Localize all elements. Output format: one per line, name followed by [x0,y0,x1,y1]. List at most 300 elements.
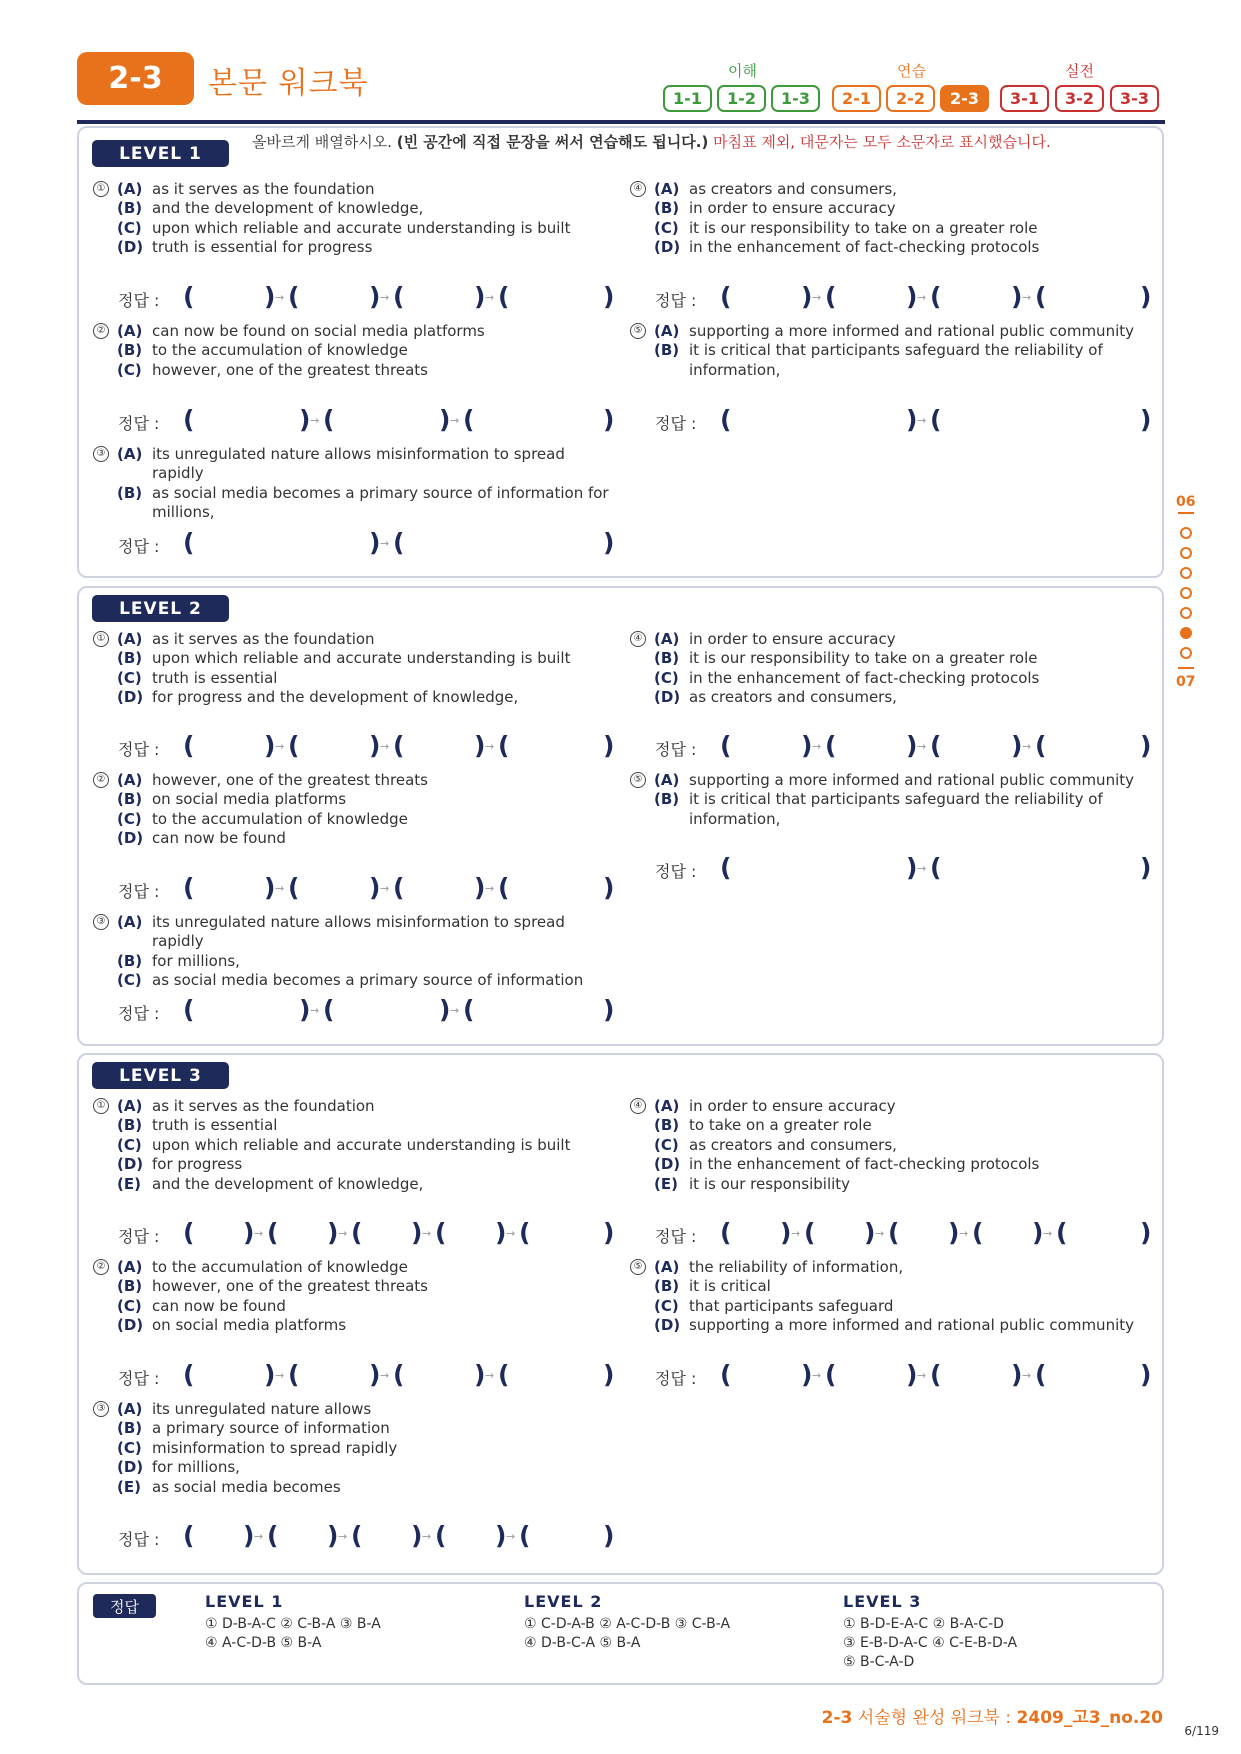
answer-blank-open[interactable]: ( [435,1521,447,1550]
choice-item: (A) the reliability of information, [654,1258,904,1276]
arrow-icon: → [485,1369,495,1382]
side-nav-dot[interactable] [1180,547,1192,559]
answer-blank-close[interactable]: ) [439,405,451,434]
answer-blank-close[interactable]: ) [603,1521,615,1550]
answer-blank-open[interactable]: ( [323,405,335,434]
arrow-icon: → [506,1530,516,1543]
answer-blank-close[interactable]: ) [1011,282,1023,311]
choice-item: (B) and the development of knowledge, [117,199,424,218]
answer-blank-close[interactable]: ) [495,1218,507,1247]
answer-blank-close[interactable]: ) [369,1360,381,1389]
answer-blank-open[interactable]: ( [393,873,405,902]
arrow-icon: → [422,1227,432,1240]
answer-label: 정답 : [655,414,697,433]
choice-item: (C) truth is essential [117,668,278,687]
chip-2-3-active[interactable]: 2-3 [940,85,989,112]
arrow-icon: → [380,1369,390,1382]
answer-blank-close[interactable]: ) [299,995,311,1024]
answer-blank-open[interactable]: ( [888,1218,900,1247]
answer-blank-close[interactable]: ) [603,405,615,434]
question [630,630,1155,708]
question [630,180,1155,258]
answer-blank-open[interactable]: ( [720,405,732,434]
answer-blank-close[interactable]: ) [906,853,918,882]
answer-row[interactable] [118,282,615,315]
choice-item: (A) can now be found on social media platforms [117,322,485,340]
answer-blank-open[interactable]: ( [351,1521,363,1550]
answer-blank-close[interactable]: ) [864,1218,876,1247]
page-number: 6/119 [1184,1724,1219,1738]
answer-blank-close[interactable]: ) [411,1218,423,1247]
answer-blank-open[interactable]: ( [183,731,195,760]
answer-row[interactable] [118,405,615,438]
answer-blank-close[interactable]: ) [948,1218,960,1247]
answer-blank-open[interactable]: ( [393,1360,405,1389]
arrow-icon: → [380,882,390,895]
answer-blank-close[interactable]: ) [474,731,486,760]
choice-item: (E) as social media becomes [117,1477,341,1496]
answer-blank-open[interactable]: ( [393,282,405,311]
answer-blank-open[interactable]: ( [930,853,942,882]
question [93,1097,613,1194]
answer-blank-close[interactable]: ) [906,405,918,434]
answer-blank-close[interactable]: ) [264,1360,276,1389]
answer-blank-open[interactable]: ( [804,1218,816,1247]
answer-label: 정답 : [655,862,697,881]
arrow-icon: → [1022,291,1032,304]
choice-item: (E) it is our responsibility [654,1174,851,1193]
choice-item: (D) as creators and consumers, [654,688,897,707]
choice-item: (B) it is critical that participants safeguard the reliability of information, [654,790,1103,828]
chip-1-1[interactable]: 1-1 [663,85,712,112]
answer-blank-close[interactable]: ) [299,405,311,434]
answer-blank-open[interactable]: ( [183,405,195,434]
side-nav-top-number: 06 [1176,494,1196,510]
answer-blank-close[interactable]: ) [1140,405,1152,434]
question-number: ④ [630,181,646,197]
answer-blank-open[interactable]: ( [183,282,195,311]
answer-blank-close[interactable]: ) [439,995,451,1024]
level-3-badge: LEVEL 3 [92,1062,229,1089]
answer-blank-open[interactable]: ( [1056,1218,1068,1247]
answer-key-title: LEVEL 3 [843,1592,922,1611]
answer-blank-close[interactable]: ) [603,1218,615,1247]
arrow-icon: → [380,537,390,550]
question-number: ② [93,323,109,339]
choice-item: (A) in order to ensure accuracy [654,630,896,648]
question-number: ③ [93,914,109,930]
choice-item: (A) its unregulated nature allows [117,1400,372,1418]
choice-item: (D) in the enhancement of fact-checking protocols [654,238,1040,257]
instruction-paren: (빈 공간에 직접 문장을 써서 연습해도 됩니다.) [396,133,709,151]
answer-label: 정답 : [118,1227,160,1246]
arrow-icon: → [485,291,495,304]
choice-item: (B) on social media platforms [117,790,347,809]
side-nav-line [1178,667,1194,669]
answer-blank-open[interactable]: ( [1035,282,1047,311]
choice-item: (C) that participants safeguard [654,1296,894,1315]
answer-blank-open[interactable]: ( [720,282,732,311]
arrow-icon: → [275,882,285,895]
choice-item: (C) it is our responsibility to take on a greater role [654,218,1038,237]
arrow-icon: → [1043,1227,1053,1240]
question-number: ⑤ [630,772,646,788]
arrow-icon: → [791,1227,801,1240]
choice-item: (B) a primary source of information [117,1419,390,1438]
answer-row[interactable] [655,282,1152,315]
chip-1-2[interactable]: 1-2 [717,85,766,112]
answer-blank-close[interactable]: ) [906,731,918,760]
answer-blank-close[interactable]: ) [243,1218,255,1247]
answer-row[interactable] [118,528,615,561]
answer-label: 정답 : [118,414,160,433]
answer-blank-close[interactable]: ) [1140,853,1152,882]
answer-blank-open[interactable]: ( [288,731,300,760]
answer-blank-open[interactable]: ( [498,731,510,760]
answer-blank-close[interactable]: ) [1011,1360,1023,1389]
choice-item: (C) upon which reliable and accurate understanding is built [117,1135,571,1154]
answer-row[interactable] [655,1360,1152,1393]
question-number: ③ [93,446,109,462]
choice-item: (A) however, one of the greatest threats [117,771,428,789]
side-nav-line [1178,512,1194,514]
chip-3-1[interactable]: 3-1 [1000,85,1049,112]
answer-label: 정답 : [655,1227,697,1246]
answer-label: 정답 : [655,740,697,759]
arrow-icon: → [275,740,285,753]
answer-key-line: ④ D-B-C-A ⑤ B-A [524,1635,641,1651]
answer-blank-open[interactable]: ( [463,405,475,434]
side-nav-dot-active[interactable] [1180,627,1192,639]
arrow-icon: → [275,1369,285,1382]
answer-blank-open[interactable]: ( [435,1218,447,1247]
answer-blank-open[interactable]: ( [323,995,335,1024]
answer-key-line: ⑤ B-C-A-D [843,1654,915,1670]
answer-blank-close[interactable]: ) [411,1521,423,1550]
side-nav-dot[interactable] [1180,527,1192,539]
question-number: ⑤ [630,323,646,339]
answer-row[interactable] [655,853,1152,886]
choice-item: (A) as it serves as the foundation [117,1097,375,1115]
question [93,1258,613,1336]
answer-blank-open[interactable]: ( [720,731,732,760]
choice-item: (D) truth is essential for progress [117,238,373,257]
choice-item: (E) and the development of knowledge, [117,1174,424,1193]
answer-blank-close[interactable]: ) [264,731,276,760]
choice-item: (B) to the accumulation of knowledge [117,341,408,360]
answer-blank-close[interactable]: ) [369,873,381,902]
arrow-icon: → [917,862,927,875]
choice-item: (D) for progress [117,1155,243,1174]
answer-row[interactable] [118,1218,615,1251]
choice-item: (B) upon which reliable and accurate understanding is built [117,649,571,668]
answer-row[interactable] [118,873,615,906]
category-label-real: 실전 [1065,62,1094,80]
answer-blank-open[interactable]: ( [972,1218,984,1247]
answer-label: 정답 : [655,291,697,310]
arrow-icon: → [254,1227,264,1240]
answer-blank-open[interactable]: ( [930,1360,942,1389]
answer-key-line: ④ A-C-D-B ⑤ B-A [205,1635,322,1651]
answer-row[interactable] [655,731,1152,764]
answer-blank-close[interactable]: ) [474,1360,486,1389]
answer-row[interactable] [655,1218,1152,1251]
question [93,445,613,523]
answer-key-line: ① B-D-E-A-C ② B-A-C-D [843,1616,1004,1632]
arrow-icon: → [506,1227,516,1240]
choice-item: (D) supporting a more informed and rational public community [654,1316,1134,1335]
arrow-icon: → [338,1530,348,1543]
arrow-icon: → [1022,1369,1032,1382]
level-2-badge: LEVEL 2 [92,595,229,622]
choice-item: (D) for millions, [117,1458,240,1477]
answer-blank-close[interactable]: ) [1140,282,1152,311]
arrow-icon: → [485,882,495,895]
question-number: ④ [630,1098,646,1114]
instruction-note: 마침표 제외, 대문자는 모두 소문자로 표시했습니다. [713,133,1051,151]
arrow-icon: → [875,1227,885,1240]
answer-blank-open[interactable]: ( [825,731,837,760]
answer-blank-close[interactable]: ) [495,1521,507,1550]
category-label-understand: 이해 [728,62,757,80]
answer-blank-close[interactable]: ) [243,1521,255,1550]
choice-item: (C) as creators and consumers, [654,1135,897,1154]
question [630,771,1155,829]
choice-item: (A) its unregulated nature allows misinformation to spread rapidly [117,445,565,483]
arrow-icon: → [917,414,927,427]
footer-middle: 서술형 완성 워크북 : [857,1708,1012,1728]
answer-blank-close[interactable]: ) [906,1360,918,1389]
side-nav-dot[interactable] [1180,567,1192,579]
answer-blank-open[interactable]: ( [393,528,405,557]
answer-blank-open[interactable]: ( [351,1218,363,1247]
answer-label: 정답 : [118,1004,160,1023]
answer-blank-open[interactable]: ( [183,995,195,1024]
answer-blank-close[interactable]: ) [264,873,276,902]
question [93,180,613,258]
choice-item: (B) in order to ensure accuracy [654,199,896,218]
answer-blank-close[interactable]: ) [1011,731,1023,760]
chip-1-3[interactable]: 1-3 [771,85,820,112]
answer-blank-open[interactable]: ( [498,282,510,311]
question-number: ① [93,631,109,647]
unit-badge: 2-3 [77,52,194,105]
question [630,1258,1155,1336]
answer-blank-open[interactable]: ( [720,853,732,882]
answer-blank-close[interactable]: ) [603,528,615,557]
answer-blank-open[interactable]: ( [393,731,405,760]
answer-blank-open[interactable]: ( [930,731,942,760]
arrow-icon: → [422,1530,432,1543]
answer-blank-close[interactable]: ) [1140,731,1152,760]
choice-item: (A) as creators and consumers, [654,180,897,198]
side-nav-dot[interactable] [1180,647,1192,659]
answer-key-line: ③ E-B-D-A-C ④ C-E-B-D-A [843,1635,1018,1651]
arrow-icon: → [310,414,320,427]
choice-item: (B) it is critical that participants safeguard the reliability of information, [654,341,1103,379]
answer-blank-open[interactable]: ( [1035,731,1047,760]
answer-blank-open[interactable]: ( [720,1218,732,1247]
footer-prefix: 2-3 [821,1708,853,1728]
choice-item: (C) can now be found [117,1296,286,1315]
arrow-icon: → [380,291,390,304]
answer-key-title: LEVEL 2 [524,1592,603,1611]
answer-blank-open[interactable]: ( [183,1360,195,1389]
answer-blank-open[interactable]: ( [1035,1360,1047,1389]
question [630,322,1155,380]
side-nav-bottom-number: 07 [1176,674,1196,690]
question [93,630,613,708]
answer-blank-open[interactable]: ( [825,282,837,311]
answer-blank-close[interactable]: ) [603,1360,615,1389]
question-number: ④ [630,631,646,647]
arrow-icon: → [917,1369,927,1382]
arrow-icon: → [338,1227,348,1240]
answer-blank-close[interactable]: ) [369,282,381,311]
answer-blank-open[interactable]: ( [519,1218,531,1247]
arrow-icon: → [1022,740,1032,753]
arrow-icon: → [917,291,927,304]
choice-item: (B) as social media becomes a primary source of information for millions, [117,483,609,522]
side-nav-dot[interactable] [1180,587,1192,599]
answer-blank-close[interactable]: ) [801,282,813,311]
answer-blank-open[interactable]: ( [288,873,300,902]
answer-blank-close[interactable]: ) [780,1218,792,1247]
answer-blank-open[interactable]: ( [183,873,195,902]
answer-label: 정답 : [118,1369,160,1388]
choice-item: (A) to the accumulation of knowledge [117,1258,408,1276]
answer-label: 정답 : [118,1530,160,1549]
chip-3-2[interactable]: 3-2 [1055,85,1104,112]
choice-item: (D) can now be found [117,829,286,848]
answer-blank-close[interactable]: ) [327,1521,339,1550]
choice-item: (A) as it serves as the foundation [117,630,375,648]
answer-key-title: LEVEL 1 [205,1592,284,1611]
answer-row[interactable] [118,995,615,1028]
choice-item: (C) upon which reliable and accurate understanding is built [117,218,571,237]
answer-blank-open[interactable]: ( [183,1521,195,1550]
chip-3-3[interactable]: 3-3 [1110,85,1159,112]
answer-blank-close[interactable]: ) [603,731,615,760]
answer-blank-close[interactable]: ) [603,282,615,311]
answer-blank-open[interactable]: ( [825,1360,837,1389]
answer-label: 정답 : [655,1369,697,1388]
choice-item: (B) to take on a greater role [654,1116,872,1135]
answer-row[interactable] [118,731,615,764]
choice-item: (A) in order to ensure accuracy [654,1097,896,1115]
answer-blank-open[interactable]: ( [463,995,475,1024]
answer-blank-close[interactable]: ) [1140,1218,1152,1247]
choice-item: (A) supporting a more informed and rational public community [654,771,1134,789]
page-title: 본문 워크북 [208,66,369,101]
answer-blank-close[interactable]: ) [801,1360,813,1389]
choice-item: (B) truth is essential [117,1116,278,1135]
question-number: ① [93,181,109,197]
level-1-badge: LEVEL 1 [92,140,229,167]
answer-blank-open[interactable]: ( [930,282,942,311]
choice-item: (D) on social media platforms [117,1316,347,1335]
answer-row[interactable] [118,1521,615,1554]
answer-row[interactable] [655,405,1152,438]
answer-blank-open[interactable]: ( [183,528,195,557]
question [93,1400,613,1497]
answer-blank-close[interactable]: ) [369,731,381,760]
arrow-icon: → [812,740,822,753]
arrow-icon: → [450,1004,460,1017]
answer-blank-open[interactable]: ( [267,1218,279,1247]
chip-2-1[interactable]: 2-1 [832,85,881,112]
arrow-icon: → [254,1530,264,1543]
footer-code: 2409_고3_no.20 [1016,1708,1163,1728]
answer-blank-close[interactable]: ) [1140,1360,1152,1389]
answer-blank-open[interactable]: ( [288,1360,300,1389]
answer-blank-close[interactable]: ) [1032,1218,1044,1247]
choice-item: (B) however, one of the greatest threats [117,1277,428,1296]
answer-label: 정답 : [118,740,160,759]
answer-blank-open[interactable]: ( [267,1521,279,1550]
arrow-icon: → [917,740,927,753]
arrow-icon: → [450,414,460,427]
arrow-icon: → [275,291,285,304]
answer-blank-open[interactable]: ( [519,1521,531,1550]
choice-item: (A) as it serves as the foundation [117,180,375,198]
side-nav-dot[interactable] [1180,607,1192,619]
choice-item: (B) for millions, [117,951,240,970]
answer-blank-close[interactable]: ) [474,873,486,902]
answer-label: 정답 : [118,882,160,901]
answer-blank-open[interactable]: ( [720,1360,732,1389]
arrow-icon: → [380,740,390,753]
instruction-main: 올바르게 배열하시오. [252,133,392,151]
question-number: ② [93,772,109,788]
question-number: ① [93,1098,109,1114]
answer-key-line: ① D-B-A-C ② C-B-A ③ B-A [205,1616,381,1632]
arrow-icon: → [310,1004,320,1017]
answer-blank-open[interactable]: ( [288,282,300,311]
choice-item: (B) it is our responsibility to take on a greater role [654,649,1038,668]
instruction [238,132,1142,152]
choice-item: (D) for progress and the development of knowledge, [117,688,519,707]
chip-2-2[interactable]: 2-2 [886,85,935,112]
arrow-icon: → [812,291,822,304]
answer-blank-close[interactable]: ) [474,282,486,311]
arrow-icon: → [959,1227,969,1240]
category-label-practice: 연습 [897,62,926,80]
question [93,913,613,991]
answer-blank-close[interactable]: ) [369,528,381,557]
answer-blank-close[interactable]: ) [603,995,615,1024]
question [630,1097,1155,1194]
choice-item: (C) to the accumulation of knowledge [117,809,408,828]
choice-item: (C) in the enhancement of fact-checking protocols [654,668,1040,687]
answer-blank-close[interactable]: ) [327,1218,339,1247]
arrow-icon: → [485,740,495,753]
answer-blank-close[interactable]: ) [264,282,276,311]
answer-row[interactable] [118,1360,615,1393]
question-number: ⑤ [630,1259,646,1275]
answer-blank-close[interactable]: ) [906,282,918,311]
arrow-icon: → [812,1369,822,1382]
question-number: ③ [93,1401,109,1417]
choice-item: (C) as social media becomes a primary source of information [117,971,584,990]
answer-blank-open[interactable]: ( [930,405,942,434]
answer-blank-open[interactable]: ( [498,1360,510,1389]
answer-blank-open[interactable]: ( [183,1218,195,1247]
answer-blank-open[interactable]: ( [498,873,510,902]
answer-blank-close[interactable]: ) [801,731,813,760]
answer-key-badge: 정답 [93,1594,156,1618]
answer-blank-close[interactable]: ) [603,873,615,902]
